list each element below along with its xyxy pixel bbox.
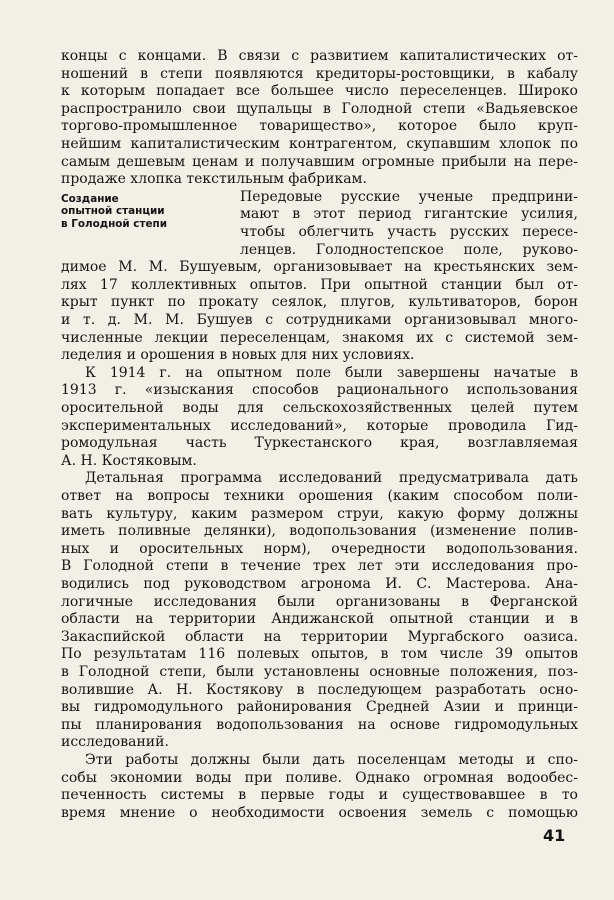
side-heading-line: опытной станции xyxy=(61,205,165,218)
text-line: По результатам 116 полевых опытов, в том числе 39 опытов xyxy=(61,646,578,663)
text-line: к которым попадает все большее число переселенцев. Широко xyxy=(61,83,578,100)
text-line: ношений в степи появляются кредиторы-ростовщики, в кабалу xyxy=(61,65,578,82)
text-line: вать культуру, каким размером струи, какую форму должны xyxy=(61,505,578,522)
text-line: пы планирования водопользования на основе гидромодульных xyxy=(61,716,578,733)
text-line: ленцев. Голодностепское поле, руково- xyxy=(240,241,578,258)
text-line: торгово-промышленное товарищество», которое было круп- xyxy=(61,118,578,135)
text-line: ных и оросительных норм), очередности водопользования. xyxy=(61,540,578,557)
text-line: численные лекции переселенцам, знакомя их с системой зем- xyxy=(61,329,578,346)
text-line: Детальная программа исследований предусматривала дать xyxy=(85,470,578,487)
text-line: распространило свои щупальцы в Голодной степи «Вадьяевское xyxy=(61,100,578,117)
text-line: экспериментальных исследований», которые проводила Гид- xyxy=(61,417,578,434)
text-line: В Голодной степи в течение трех лет эти исследования про- xyxy=(61,558,578,575)
text-line: К 1914 г. на опытном поле были завершены начатые в xyxy=(85,364,578,381)
text-line: А. Н. Костяковым. xyxy=(61,452,197,469)
text-line: продаже хлопка текстильным фабрикам. xyxy=(61,171,367,188)
text-line: волившие А. Н. Костякову в последующем разработать осно- xyxy=(61,681,578,698)
text-line: логичные исследования были организованы в Ферганской xyxy=(61,593,578,610)
text-line: самым дешевым ценам и получавшим огромные прибыли на пере- xyxy=(61,153,578,170)
text-line: иметь поливные делянки), водопользования (изменение полив- xyxy=(61,523,578,540)
side-heading-line: Создание xyxy=(61,192,119,205)
text-line: оросительной воды для сельскохозяйственных целей путем xyxy=(61,400,578,416)
page-number: 41 xyxy=(543,826,566,846)
text-line: ромодульная часть Туркестанского края, возглавляемая xyxy=(61,435,578,452)
text-line: в Голодной степи, были установлены основные положения, поз- xyxy=(61,664,578,680)
text-line: Передовые русские ученые предприни- xyxy=(240,188,578,205)
text-line: нейшим капиталистическим контрагентом, скупавшим хлопок по xyxy=(61,136,578,152)
text-line: 1913 г. «изыскания способов рационального использования xyxy=(61,382,578,399)
text-line: водились под руководством агронома И. С. Мастерова. Ана- xyxy=(61,576,578,592)
text-line: исследований. xyxy=(61,734,169,751)
text-line: леделия и орошения в новых для них условиях. xyxy=(61,347,415,364)
text-line: вы гидромодульного районирования Средней Азии и принци- xyxy=(61,699,578,716)
side-heading-line: в Голодной степи xyxy=(61,217,167,230)
text-line: крыт пункт по прокату сеялок, плугов, культиваторов, борон xyxy=(61,294,578,311)
text-line: области на территории Андижанской опытной станции и в xyxy=(61,611,578,628)
text-line: собы экономии воды при поливе. Однако огромная водообес- xyxy=(61,769,578,786)
text-line: время мнение о необходимости освоения земель с помощью xyxy=(61,804,578,821)
text-line: лях 17 коллективных опытов. При опытной станции был от- xyxy=(61,276,578,293)
text-line: печенность системы в первые годы и существовавшее в то xyxy=(61,787,578,804)
text-line: и т. д. М. М. Бушуев с сотрудниками организовывал много- xyxy=(61,312,578,328)
text-line: Закаспийской области на территории Мургабского оазиса. xyxy=(61,628,578,645)
text-line: димое М. М. Бушуевым, организовывает на крестьянских зем- xyxy=(61,259,578,276)
text-line: Эти работы должны были дать поселенцам методы и спо- xyxy=(85,752,578,768)
text-line: ответ на вопросы техники орошения (каким способом поли- xyxy=(61,488,578,504)
text-line: концы с концами. В связи с развитием капиталистических от- xyxy=(61,48,578,64)
text-line: мают в этот период гигантские усилия, xyxy=(240,206,578,223)
text-line: чтобы облегчить участь русских пересе- xyxy=(240,224,578,240)
